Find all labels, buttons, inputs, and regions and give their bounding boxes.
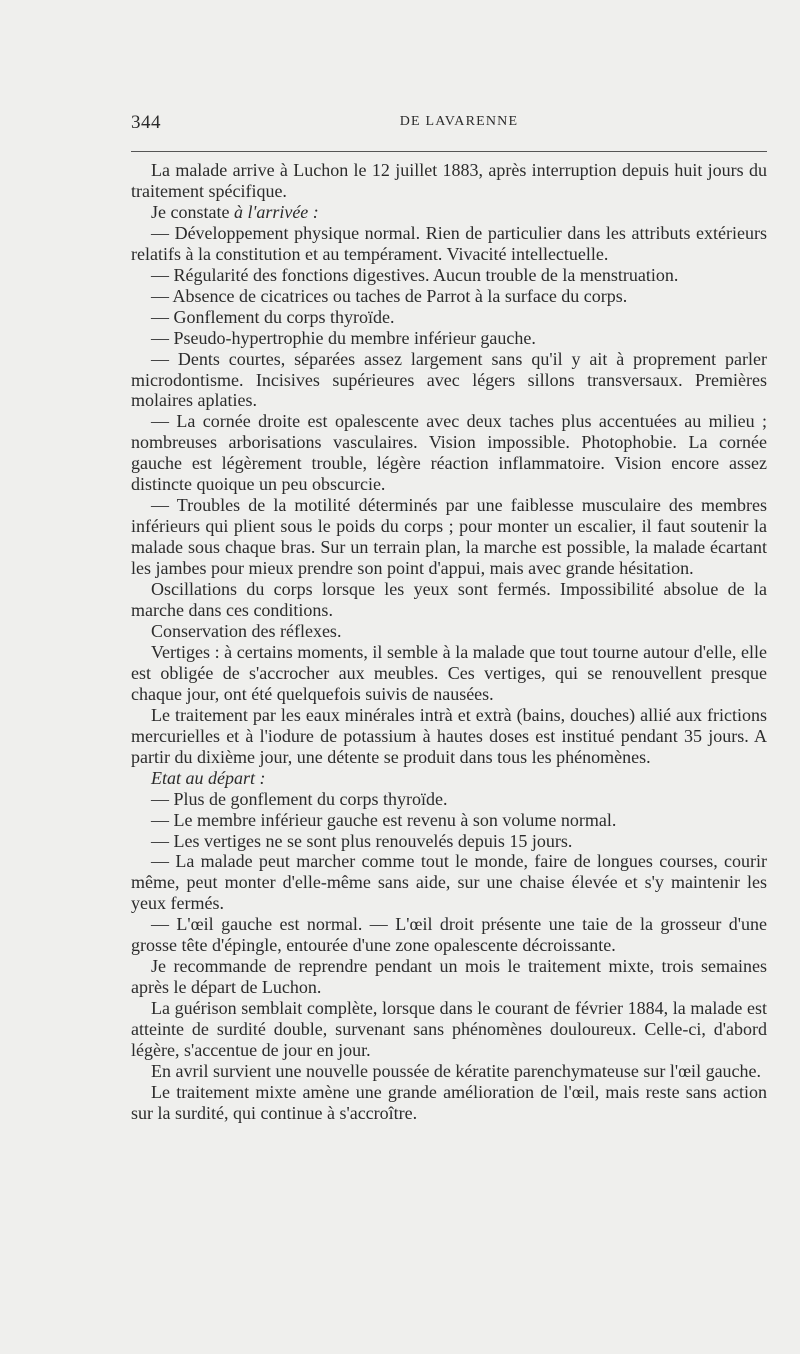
page-header (131, 112, 767, 136)
paragraph: Conservation des réflexes. (151, 620, 342, 641)
paragraph: Je recommande de reprendre pendant un mois le traitement mixte, trois semaines après le départ de Luchon. (131, 956, 767, 998)
paragraph: La guérison semblait complète, lorsque dans le courant de février 1884, la malade est atteinte de surdité double, survenant sans phénomènes douloureux. Celle-ci, d'abord légère, s'accentue de jour en jour. (131, 998, 767, 1061)
paragraph: — Régularité des fonctions digestives. Aucun trouble de la menstruation. (151, 264, 679, 285)
body-text (131, 160, 767, 1124)
section-heading: Etat au départ : (151, 767, 266, 788)
paragraph: Je constate à l'arrivée : (151, 201, 319, 222)
paragraph: — L'œil gauche est normal. — L'œil droit présente une taie de la grosseur d'une grosse tête d'épingle, entourée d'une zone opalescente décroissante. (131, 914, 767, 956)
paragraph: — Le membre inférieur gauche est revenu à son volume normal. (151, 809, 617, 830)
paragraph: — Gonflement du corps thyroïde. (151, 306, 395, 327)
paragraph: En avril survient une nouvelle poussée de kératite parenchymateuse sur l'œil gauche. (151, 1060, 762, 1081)
header-rule (131, 151, 767, 152)
paragraph: Le traitement par les eaux minérales intrà et extrà (bains, douches) allié aux frictions mercurielles et à l'iodure de potassium à hautes doses est institué pendant 35 jours. A partir du dixième jour, une détente se produit dans tous les phénomènes. (131, 704, 767, 767)
paragraph: — Dents courtes, séparées assez largement sans qu'il y ait à proprement parler microdontisme. Incisives supérieures avec légers sillons transversaux. Premières molaires aplaties. (131, 348, 767, 411)
paragraph: — Absence de cicatrices ou taches de Parrot à la surface du corps. (151, 285, 628, 306)
paragraph: — La cornée droite est opalescente avec deux taches plus accentuées au milieu ; nombreuses arborisations vasculaires. Vision impossible. Photophobie. La cornée gauche est légèrement trouble, légère réaction inflammatoire. Vision encore assez distincte quoique un peu obscurcie. (131, 411, 767, 495)
paragraph: — La malade peut marcher comme tout le monde, faire de longues courses, courir même, peut monter d'elle-même sans aide, sur une chaise élevée et s'y maintenir les yeux fermés. (131, 851, 767, 914)
paragraph: — Pseudo-hypertrophie du membre inférieur gauche. (151, 327, 536, 348)
paragraph: — Plus de gonflement du corps thyroïde. (151, 788, 448, 809)
page-number: 344 (131, 112, 161, 133)
paragraph: Le traitement mixte amène une grande amélioration de l'œil, mais reste sans action sur la surdité, qui continue à s'accroître. (131, 1081, 767, 1123)
paragraph: — Développement physique normal. Rien de particulier dans les attributs extérieurs relatifs à la constitution et au tempérament. Vivacité intellectuelle. (131, 222, 767, 264)
paragraph: — Les vertiges ne se sont plus renouvelés depuis 15 jours. (151, 830, 573, 851)
paragraph: La malade arrive à Luchon le 12 juillet 1883, après interruption depuis huit jours du traitement spécifique. (131, 160, 767, 201)
paragraph: Oscillations du corps lorsque les yeux sont fermés. Impossibilité absolue de la marche dans ces conditions. (131, 579, 767, 621)
paragraph: Vertiges : à certains moments, il semble à la malade que tout tourne autour d'elle, elle est obligée de s'accrocher aux meubles. Ces vertiges, qui se renouvellent presque chaque jour, ont été quelquefois suivis de nausées. (131, 641, 767, 704)
paragraph: — Troubles de la motilité déterminés par une faiblesse musculaire des membres inférieurs qui plient sous le poids du corps ; pour monter un escalier, il faut soutenir la malade sous chaque bras. Sur un terrain plan, la marche est possible, la malade écartant les jambes pour mieux prendre son point d'appui, mais avec grande hésitation. (131, 495, 767, 579)
running-title: DE LAVARENNE (399, 114, 519, 129)
